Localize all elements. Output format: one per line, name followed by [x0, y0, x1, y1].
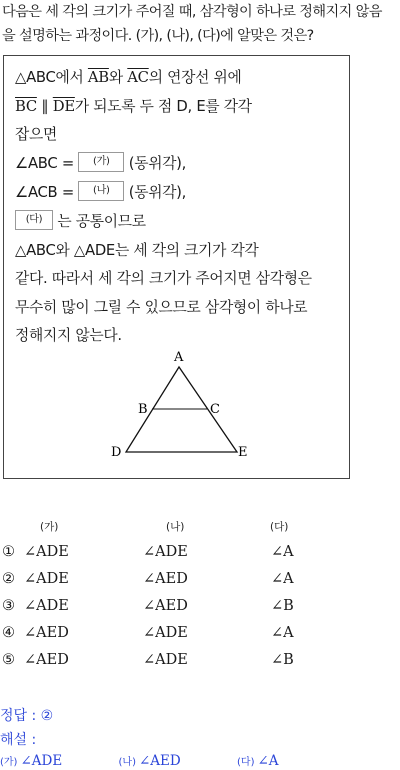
- explanation-ga: [0, 753, 88, 769]
- explanation-value: ∠A: [257, 753, 279, 769]
- proof-text: 는 공통이므로: [57, 213, 146, 230]
- question-line-2: 을 설명하는 과정이다. (가), (나), (다)에 알맞은 것은?: [2, 28, 314, 44]
- header-na: (나): [166, 521, 185, 533]
- blank-ga: (가): [78, 152, 124, 172]
- point-c-label: C: [210, 402, 220, 417]
- choice-na: ∠ADE: [143, 625, 188, 641]
- proof-line-3: 잡으면: [15, 126, 57, 143]
- question-line-1: 다음은 세 각의 크기가 주어질 때, 삼각형이 하나로 정해지지 않음: [2, 4, 382, 20]
- explanation-na: [119, 753, 207, 769]
- point-b-label: B: [138, 402, 148, 417]
- point-a-label: A: [174, 350, 184, 365]
- choice-da: ∠A: [271, 544, 294, 560]
- proof-text: 가 되도록 두 점 D, E를 각각: [74, 98, 252, 115]
- proof-text: 와: [108, 69, 128, 86]
- explanation-tag: (다): [237, 757, 255, 768]
- header-da: (다): [270, 521, 289, 533]
- choice-na: ∠ADE: [143, 652, 188, 668]
- explanation-value: ∠AED: [138, 753, 181, 769]
- point-e-label: E: [238, 445, 248, 460]
- explanation-title: 해설 :: [0, 732, 37, 748]
- proof-line-9: 무수히 많이 그릴 수 있으므로 삼각형이 하나로: [15, 299, 308, 316]
- choice-row[interactable]: [0, 571, 400, 595]
- choice-na: ∠AED: [143, 598, 188, 614]
- choice-row[interactable]: [0, 544, 400, 568]
- point-d-label: D: [111, 445, 122, 460]
- explanation-value: ∠ADE: [20, 753, 63, 769]
- choice-ga: ∠AED: [24, 625, 69, 641]
- header-ga: (가): [40, 521, 59, 533]
- triangle-figure: [4, 56, 349, 478]
- proof-line-7: △ABC와 △ADE는 세 각의 크기가 각각: [15, 242, 259, 259]
- choice-number: ⑤: [2, 652, 15, 668]
- proof-text: (동위각),: [124, 184, 187, 201]
- proof-text: ∠ACB =: [15, 184, 79, 201]
- choice-na: ∠AED: [143, 571, 188, 587]
- proof-text: △ABC에서: [15, 69, 88, 86]
- parallel-symbol: ∥: [36, 98, 53, 115]
- proof-line-10: 정해지지 않는다.: [15, 327, 122, 344]
- choice-da: ∠A: [271, 625, 294, 641]
- segment-de: $\overline{DE}$: [52, 98, 75, 115]
- choice-da: ∠A: [271, 571, 294, 587]
- explanation-tag: (나): [118, 757, 136, 768]
- explanation-line: [0, 753, 331, 769]
- choice-row[interactable]: [0, 598, 400, 622]
- blank-na: (나): [78, 181, 124, 201]
- proof-text: 의 연장선 위에: [148, 69, 242, 86]
- choice-na: ∠ADE: [143, 544, 188, 560]
- choice-number: ③: [2, 598, 15, 614]
- proof-text: (동위각),: [124, 155, 187, 172]
- choice-da: ∠B: [271, 598, 294, 614]
- choice-da: ∠B: [271, 652, 294, 668]
- choice-row[interactable]: [0, 652, 400, 676]
- question-text: [2, 0, 398, 48]
- choice-number: ①: [2, 544, 15, 560]
- choice-ga: ∠AED: [24, 652, 69, 668]
- explanation-tag: (가): [0, 757, 18, 768]
- choice-number: ②: [2, 571, 15, 587]
- choice-row[interactable]: [0, 625, 400, 649]
- segment-bc: $\overline{BC}$: [15, 98, 37, 115]
- blank-da: (다): [15, 210, 53, 230]
- explanation-da: [237, 753, 305, 769]
- proof-line-8: 같다. 따라서 세 각의 크기가 주어지면 삼각형은: [15, 270, 312, 287]
- segment-ac: $\overline{AC}$: [127, 69, 149, 86]
- choice-ga: ∠ADE: [24, 598, 69, 614]
- choice-number: ④: [2, 625, 15, 641]
- proof-box: [3, 55, 350, 479]
- choice-ga: ∠ADE: [24, 571, 69, 587]
- proof-text: ∠ABC =: [15, 155, 79, 172]
- choice-ga: ∠ADE: [24, 544, 69, 560]
- segment-ab: $\overline{AB}$: [87, 69, 109, 86]
- answer-label: 정답 : ②: [0, 708, 54, 724]
